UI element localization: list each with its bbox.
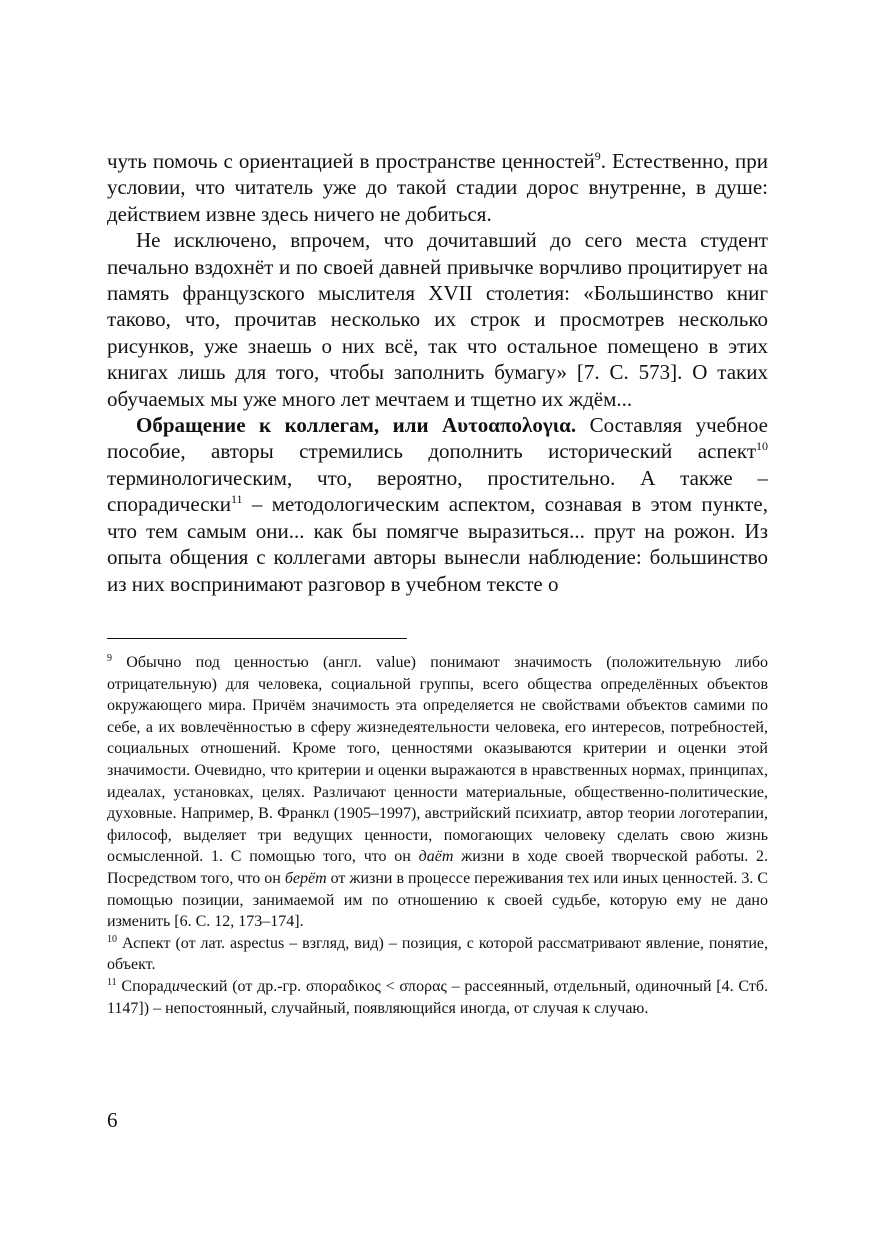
footnote-text: Аспект (от лат. aspectus – взгляд, вид) – позиция, с которой рассматривают явление, понятие, объект.: [107, 934, 768, 974]
footnote-ref-10[interactable]: 10: [756, 439, 768, 454]
footnote-ref-11[interactable]: 11: [230, 492, 243, 507]
footnote-emphasis: даёт: [418, 848, 454, 866]
footnote-emphasis: берёт: [284, 869, 327, 887]
footnote-text: Спорад: [116, 977, 172, 995]
footnote-divider: [107, 638, 407, 639]
footnote-10: [107, 933, 768, 976]
paragraph-3: [107, 412, 768, 597]
page-number: 6: [107, 1108, 118, 1132]
paragraph-text: – методологическим аспектом, сознавая в этом пункте, что тем самым они... как бы помягче выразиться... прут на рожон. Из опыта общения с коллегами авторы вынесли наблюдение: большинство из них воспринимают разговор в учебном тексте о: [107, 492, 768, 596]
footnote-text: жизни в ходе своей творческой работы. 2. Посредством того, что он: [107, 848, 768, 887]
paragraph-text: . Естественно, при условии, что читатель уже до такой стадии дорос внутренне, в душе: действием извне здесь ничего не добиться.: [107, 149, 768, 226]
main-text: [107, 148, 768, 597]
footnote-text: Обычно под ценностью (англ. value) понимают значимость (положительную либо отрицательную) для человека, социальной группы, всего общества определённых объектов окружающего мира. Причём значимость эта определяется не свойствами объектов самими по себе, а их вовлечённостью в сферу жизнедеятельности человека, его интересов, потребностей, социальных отношений. Кроме того, ценностями оказываются критерии и оценки этой значимости. Очевидно, что критерии и оценки выражаются в нравственных нормах, принципах, идеалах, установках, целях. Различают ценности материальные, общественно-политические, духовные. Например, В. Франкл (1905–1997), австрийский психиатр, автор теории логотерапии, философ, выделяет три ведущих ценности, помогающих человеку сделать свою жизнь осмысленной. 1. С помощью того, что он: [107, 654, 768, 866]
footnote-text: ческий (от др.-гр. σποραδικος < σπορας – рассеянный, отдельный, одиночный [4. Стб. 1147]) – непостоянный, случайный, появляющийся иногда, от случая к случаю.: [107, 977, 768, 1017]
footnote-number: 11: [107, 976, 117, 988]
footnote-9: [107, 652, 768, 933]
paragraph-1: [107, 148, 768, 227]
section-heading: Обращение к коллегам, или Αυτοαπολογια.: [136, 413, 577, 438]
footnote-11: [107, 976, 768, 1019]
paragraph-text: терминологическим, что, вероятно, простительно. А также – спорадически: [107, 465, 768, 517]
footnote-ref-9[interactable]: 9: [594, 149, 601, 163]
paragraph-2: Не исключено, впрочем, что дочитавший до сего места студент печально вздохнёт и по своей давней привычке ворчливо процитирует на память французского мыслителя XVII столетия: «Большинство книг таково, что, прочитав несколько их строк и просмотрев несколько рисунков, уже знаешь о них всё, так что остальное помещено в этих книгах лишь для того, чтобы заполнить бумагу» [7. С. 573]. О таких обучаемых мы уже много лет мечтаем и тщетно их ждём...: [107, 228, 768, 411]
footnotes: [107, 652, 768, 1019]
footnote-emphasis: и: [171, 977, 180, 995]
footnote-number: 9: [107, 653, 112, 664]
footnote-text: от жизни в процессе переживания тех или иных ценностей. 3. С помощью позиции, занимаемой им по отношению к своей судьбе, которую ему не дано изменить [6. С. 12, 173–174].: [107, 869, 769, 931]
paragraph-text: чуть помочь с ориентацией в пространстве ценностей: [107, 149, 595, 173]
footnote-number: 10: [107, 933, 117, 945]
paragraph-text: Составляя учебное пособие, авторы стремились дополнить исторический аспект: [107, 413, 768, 464]
